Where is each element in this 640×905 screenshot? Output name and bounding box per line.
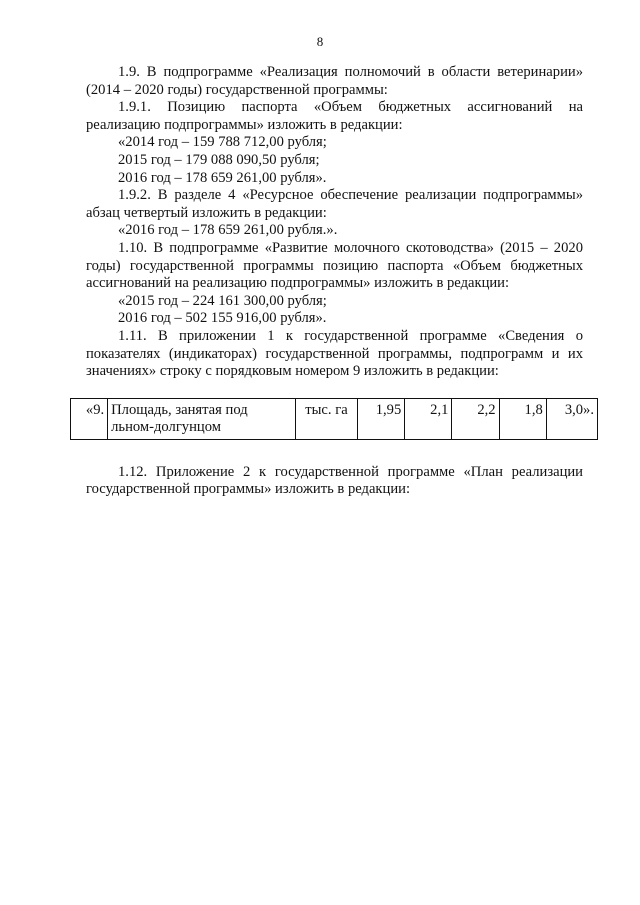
dairy-line-2015: «2015 год – 224 161 300,00 рубля;	[118, 292, 327, 309]
indicator-table-wrap	[70, 398, 598, 440]
row-number-cell: «9.	[71, 398, 108, 439]
value-cell-4: 1,8	[499, 398, 546, 439]
indicator-name-cell: Площадь, занятая под льном-долгунцом	[108, 398, 296, 439]
paragraph-1-9: 1.9. В подпрограмме «Реализация полномочий в области ветеринарии» (2014 – 2020 годы) государственной программы:	[86, 64, 583, 98]
dairy-line-2016: 2016 год – 502 155 916,00 рубля».	[118, 310, 327, 327]
value-cell-3: 2,2	[452, 398, 499, 439]
value-cell-1: 1,95	[358, 398, 405, 439]
paragraph-1-9-1: 1.9.1. Позицию паспорта «Объем бюджетных ассигнований на реализацию подпрограммы» изложить в редакции:	[86, 99, 583, 133]
value-cell-2: 2,1	[405, 398, 452, 439]
budget-line-2016-section4: «2016 год – 178 659 261,00 рубля.».	[118, 222, 338, 239]
paragraph-1-12: 1.12. Приложение 2 к государственной программе «План реализации государственной программы» изложить в редакции:	[86, 463, 583, 498]
value-cell-5: 3,0».	[546, 398, 597, 439]
paragraph-1-9-2: 1.9.2. В разделе 4 «Ресурсное обеспечение реализации подпрограммы» абзац четвертый изложить в редакции:	[86, 187, 583, 221]
budget-line-2016: 2016 год – 178 659 261,00 рубля».	[118, 169, 327, 186]
page-number: 8	[316, 34, 324, 49]
paragraph-1-10: 1.10. В подпрограмме «Развитие молочного скотоводства» (2015 – 2020 годы) государственной программы позицию паспорта «Объем бюджетных ассигнований на реализацию подпрограммы» изложить в редакции:	[86, 239, 583, 292]
unit-cell: тыс. га	[295, 398, 357, 439]
document-body	[85, 64, 594, 499]
budget-line-2015: 2015 год – 179 088 090,50 рубля;	[118, 151, 320, 168]
table-row	[71, 398, 598, 439]
indicator-table	[70, 398, 598, 440]
budget-line-2014: «2014 год – 159 788 712,00 рубля;	[118, 134, 327, 151]
paragraph-1-11: 1.11. В приложении 1 к государственной программе «Сведения о показателях (индикаторах) государственной программы, подпрограмм и их значениях» строку с порядковым номером 9 изложить в редакции:	[86, 327, 583, 380]
